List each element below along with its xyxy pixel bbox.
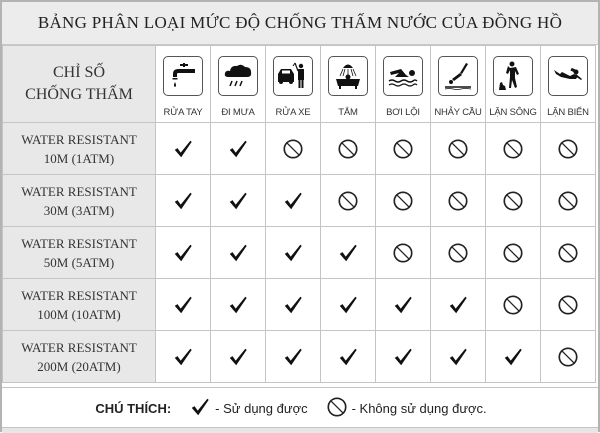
mark-cell [541, 175, 596, 227]
mark-cell [156, 175, 211, 227]
prohibited-icon [431, 242, 485, 264]
mark-cell [211, 123, 266, 175]
check-icon [266, 294, 320, 316]
mark-cell [156, 123, 211, 175]
check-icon [266, 242, 320, 264]
mark-cell [156, 331, 211, 383]
check-icon [376, 294, 430, 316]
check-icon [156, 346, 210, 368]
check-icon [211, 190, 265, 212]
prohibited-icon [266, 138, 320, 160]
mark-cell [211, 175, 266, 227]
mark-cell [541, 279, 596, 331]
water-resistance-table [2, 45, 596, 383]
prohibited-icon [321, 190, 375, 212]
prohibited-icon [541, 294, 595, 316]
rating-label-cell [3, 175, 156, 227]
check-icon [189, 396, 215, 421]
legend [2, 387, 598, 428]
mark-cell [321, 227, 376, 279]
rating-label-cell [3, 227, 156, 279]
mark-cell [211, 279, 266, 331]
rating-line2: 30M (3ATM) [43, 202, 115, 218]
rating-line1: WATER RESISTANT [21, 339, 137, 355]
column-header-7 [541, 46, 596, 123]
prohibited-icon [326, 396, 352, 421]
mark-cell [266, 123, 321, 175]
check-icon [431, 346, 485, 368]
column-header-2 [266, 46, 321, 123]
check-icon [156, 190, 210, 212]
legend-yes [189, 396, 307, 421]
mark-cell [266, 175, 321, 227]
mark-cell [431, 175, 486, 227]
mark-cell [266, 279, 321, 331]
check-icon [211, 294, 265, 316]
table-row [3, 279, 596, 331]
prohibited-icon [376, 242, 430, 264]
car-wash-icon [273, 56, 313, 96]
prohibited-icon [376, 190, 430, 212]
legend-no [326, 396, 487, 421]
mark-cell [486, 279, 541, 331]
check-icon [266, 190, 320, 212]
mark-cell [376, 331, 431, 383]
column-name: TẮM [338, 107, 358, 118]
mark-cell [431, 279, 486, 331]
rating-line2: 10M (1ATM) [43, 150, 115, 166]
diver-jump-icon [438, 56, 478, 96]
check-icon [486, 346, 540, 368]
legend-no-text: - Không sử dụng được. [351, 400, 487, 416]
table-row [3, 175, 596, 227]
mark-cell [431, 123, 486, 175]
rain-cloud-icon [218, 56, 258, 96]
column-name: ĐI MƯA [221, 107, 255, 118]
check-icon [211, 242, 265, 264]
mark-cell [321, 331, 376, 383]
table-row [3, 331, 596, 383]
column-header-5 [431, 46, 486, 123]
mark-cell [486, 331, 541, 383]
mark-cell [376, 227, 431, 279]
prohibited-icon [541, 190, 595, 212]
check-icon [431, 294, 485, 316]
check-icon [156, 138, 210, 160]
rating-line1: WATER RESISTANT [21, 287, 137, 303]
mark-cell [541, 227, 596, 279]
prohibited-icon [376, 138, 430, 160]
mark-cell [541, 331, 596, 383]
prohibited-icon [486, 242, 540, 264]
column-name: RỬA TAY [163, 107, 203, 118]
prohibited-icon [321, 138, 375, 160]
legend-yes-text: - Sử dụng được [215, 400, 308, 416]
snorkel-diver-icon [493, 56, 533, 96]
rating-line1: WATER RESISTANT [21, 235, 137, 251]
mark-cell [431, 331, 486, 383]
prohibited-icon [431, 138, 485, 160]
rating-line1: WATER RESISTANT [21, 183, 137, 199]
column-header-4 [376, 46, 431, 123]
prohibited-icon [486, 138, 540, 160]
column-header-1 [211, 46, 266, 123]
rating-line2: 100M (10ATM) [37, 306, 121, 322]
column-header-6 [486, 46, 541, 123]
header-row [3, 46, 596, 123]
mark-cell [321, 123, 376, 175]
mark-cell [211, 227, 266, 279]
check-icon [211, 346, 265, 368]
mark-cell [376, 175, 431, 227]
mark-cell [156, 279, 211, 331]
legend-label: CHÚ THÍCH: [95, 400, 172, 416]
check-icon [376, 346, 430, 368]
mark-cell [321, 175, 376, 227]
mark-cell [376, 279, 431, 331]
table-row [3, 123, 596, 175]
column-header-0 [156, 46, 211, 123]
rating-label-cell [3, 331, 156, 383]
rating-line2: 200M (20ATM) [37, 358, 121, 374]
check-icon [321, 346, 375, 368]
page-title: BẢNG PHÂN LOẠI MỨC ĐỘ CHỐNG THẤM NƯỚC CỦA ĐỒNG HỒ [2, 2, 598, 45]
check-icon [156, 294, 210, 316]
shower-bath-icon [328, 56, 368, 96]
prohibited-icon [541, 242, 595, 264]
check-icon [321, 294, 375, 316]
mark-cell [431, 227, 486, 279]
column-name: BƠI LỘI [386, 107, 420, 118]
rating-line2: 50M (5ATM) [43, 254, 115, 270]
mark-cell [376, 123, 431, 175]
mark-cell [486, 123, 541, 175]
check-icon [211, 138, 265, 160]
check-icon [266, 346, 320, 368]
column-header-3 [321, 46, 376, 123]
swimmer-icon [383, 56, 423, 96]
prohibited-icon [486, 190, 540, 212]
mark-cell [486, 227, 541, 279]
scuba-diver-icon [548, 56, 588, 96]
mark-cell [266, 227, 321, 279]
prohibited-icon [486, 294, 540, 316]
column-name: LẶN SÔNG [489, 107, 537, 118]
column-name: RỬA XE [275, 107, 311, 118]
rating-label-cell [3, 279, 156, 331]
bottom-strip [2, 427, 598, 433]
header-label-line2: CHỐNG THẤM [25, 86, 133, 103]
mark-cell [211, 331, 266, 383]
prohibited-icon [431, 190, 485, 212]
mark-cell [486, 175, 541, 227]
faucet-icon [163, 56, 203, 96]
mark-cell [541, 123, 596, 175]
rating-label-cell [3, 123, 156, 175]
mark-cell [321, 279, 376, 331]
column-name: LẶN BIỂN [547, 107, 589, 118]
header-label-line1: CHỈ SỐ [52, 64, 105, 81]
mark-cell [156, 227, 211, 279]
rating-line1: WATER RESISTANT [21, 131, 137, 147]
column-name: NHẢY CẦU [434, 107, 482, 118]
check-icon [156, 242, 210, 264]
header-label-cell [3, 46, 156, 123]
mark-cell [266, 331, 321, 383]
check-icon [321, 242, 375, 264]
table-row [3, 227, 596, 279]
prohibited-icon [541, 346, 595, 368]
prohibited-icon [541, 138, 595, 160]
